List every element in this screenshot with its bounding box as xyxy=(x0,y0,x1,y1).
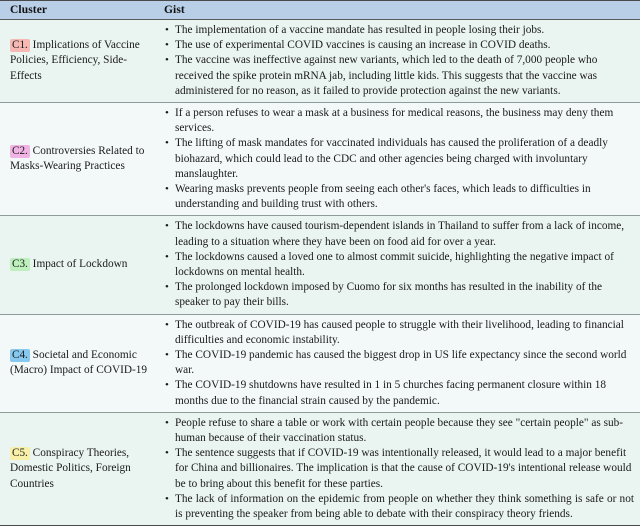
gist-item xyxy=(164,378,634,408)
cluster-name-c3: Impact of Lockdown xyxy=(29,258,128,271)
bullet-icon: • xyxy=(165,416,169,429)
cluster-cell-c3 xyxy=(0,216,155,314)
column-header-gist: Gist xyxy=(155,1,640,20)
gist-item xyxy=(164,250,634,280)
gist-item xyxy=(164,53,634,99)
gist-list-c3 xyxy=(164,219,634,310)
cluster-cell-c1 xyxy=(0,20,155,103)
gist-item xyxy=(164,38,634,53)
table-row xyxy=(0,216,640,314)
gist-list-c5 xyxy=(164,416,634,522)
bullet-icon: • xyxy=(165,492,169,505)
cluster-badge-c1: C1. xyxy=(12,39,28,52)
cluster-name-c4: Societal and Economic (Macro) Impact of COVID-19 xyxy=(10,349,148,377)
cluster-cell-c2 xyxy=(0,103,155,216)
bullet-icon: • xyxy=(165,281,169,294)
gist-item xyxy=(164,136,634,182)
cluster-cell-c4 xyxy=(0,314,155,412)
cluster-label-c5 xyxy=(10,447,131,489)
bullet-icon: • xyxy=(165,349,169,362)
cluster-name-c5: Conspiracy Theories, Domestic Politics, Foreign Countries xyxy=(10,447,131,490)
cluster-cell-c5 xyxy=(0,412,155,525)
gist-cell-c1 xyxy=(155,20,640,103)
gist-item xyxy=(164,416,634,446)
table-body xyxy=(0,20,640,526)
gist-text: The lockdowns have caused tourism-dependent islands in Thailand to suffer from a lack of income, leading to a situation where they have been on food aid for over a year. xyxy=(175,220,625,248)
bullet-icon: • xyxy=(165,39,169,52)
gist-text: The lifting of mask mandates for vaccinated individuals has caused the proliferation of a deadly biohazard, which could lead to the CDC and other agencies being charged with involuntary manslaughter. xyxy=(175,137,608,180)
gist-text: The prolonged lockdown imposed by Cuomo for six months has resulted in the inability of the speaker to pay their bills. xyxy=(175,281,603,309)
gist-text: The outbreak of COVID-19 has caused people to struggle with their livelihood, leading to financial difficulties and economic instability. xyxy=(175,318,624,346)
bullet-icon: • xyxy=(165,137,169,150)
table-row xyxy=(0,20,640,103)
cluster-badge-c3: C3. xyxy=(12,258,28,271)
gist-item xyxy=(164,348,634,378)
gist-text: The implementation of a vaccine mandate has resulted in people losing their jobs. xyxy=(175,24,545,36)
gist-text: The lack of information on the epidemic from people on whether they think something is safe or not is preventing the speaker from being able to debate with their conspiracy theory friends. xyxy=(175,492,634,521)
cluster-badge-c4: C4. xyxy=(12,349,28,362)
gist-item xyxy=(164,219,634,249)
bullet-icon: • xyxy=(165,447,169,460)
gist-cell-c3 xyxy=(155,216,640,314)
gist-text: People refuse to share a table or work with certain people because they see "certain people" as sub-human because of their vaccination status. xyxy=(175,416,624,445)
gist-item xyxy=(164,106,634,136)
gist-list-c2 xyxy=(164,106,634,212)
bullet-icon: • xyxy=(165,318,169,331)
gist-item xyxy=(164,318,634,348)
gist-text: The COVID-19 shutdowns have resulted in 1 in 5 churches facing permanent closure within 18 months due to the financial strain caused by the pandemic. xyxy=(175,379,607,407)
bullet-icon: • xyxy=(165,250,169,263)
gist-text: The sentence suggests that if COVID-19 was intentionally released, it would lead to a major benefit for China and billionaires. The implication is that the cause of COVID-19's intentional release would be to bring about this benefit for these parties. xyxy=(175,447,632,490)
gist-text: If a person refuses to wear a mask at a business for medical reasons, the business may deny them services. xyxy=(175,107,614,135)
gist-text: The lockdowns caused a loved one to almost commit suicide, highlighting the negative impact of lockdowns on mental health. xyxy=(175,250,614,279)
gist-item xyxy=(164,182,634,212)
gist-cell-c2 xyxy=(155,103,640,216)
gist-text: The COVID-19 pandemic has caused the biggest drop in US life expectancy since the second world war. xyxy=(175,349,627,377)
cluster-label-c3 xyxy=(10,258,127,271)
cluster-label-c1 xyxy=(10,39,140,81)
gist-list-c1 xyxy=(164,23,634,99)
table-header xyxy=(0,1,640,20)
bullet-icon: • xyxy=(165,107,169,120)
gist-cell-c5 xyxy=(155,412,640,525)
table-row xyxy=(0,314,640,412)
gist-item xyxy=(164,446,634,492)
cluster-label-c2 xyxy=(10,145,144,172)
cluster-badge-c5: C5. xyxy=(12,447,28,460)
gist-item xyxy=(164,280,634,310)
table-row xyxy=(0,103,640,216)
gist-text: The use of experimental COVID vaccines is causing an increase in COVID deaths. xyxy=(175,39,551,52)
gist-item xyxy=(164,492,634,522)
bullet-icon: • xyxy=(165,24,169,36)
cluster-label-c4 xyxy=(10,349,147,376)
gist-list-c4 xyxy=(164,318,634,409)
gist-item xyxy=(164,23,634,38)
cluster-name-c2: Controversies Related to Masks-Wearing Practices xyxy=(10,145,145,173)
bullet-icon: • xyxy=(165,379,169,392)
bullet-icon: • xyxy=(165,183,169,196)
table-header-row xyxy=(0,1,640,20)
gist-text: The vaccine was ineffective against new variants, which led to the death of 7,000 people who received the spike protein mRNA jab, including little kids. This suggests that the vaccine was administered for no reason, as it failed to provide protection against the new variants. xyxy=(175,54,598,97)
gist-cell-c4 xyxy=(155,314,640,412)
gist-text: Wearing masks prevents people from seeing each other's faces, which leads to difficulties in understanding and building trust with others. xyxy=(175,183,591,211)
cluster-name-c1: Implications of Vaccine Policies, Efficiency, Side-Effects xyxy=(10,39,140,82)
column-header-cluster: Cluster xyxy=(0,1,155,20)
cluster-badge-c2: C2. xyxy=(12,145,28,158)
bullet-icon: • xyxy=(165,220,169,233)
table-row xyxy=(0,412,640,525)
bullet-icon: • xyxy=(165,54,169,67)
